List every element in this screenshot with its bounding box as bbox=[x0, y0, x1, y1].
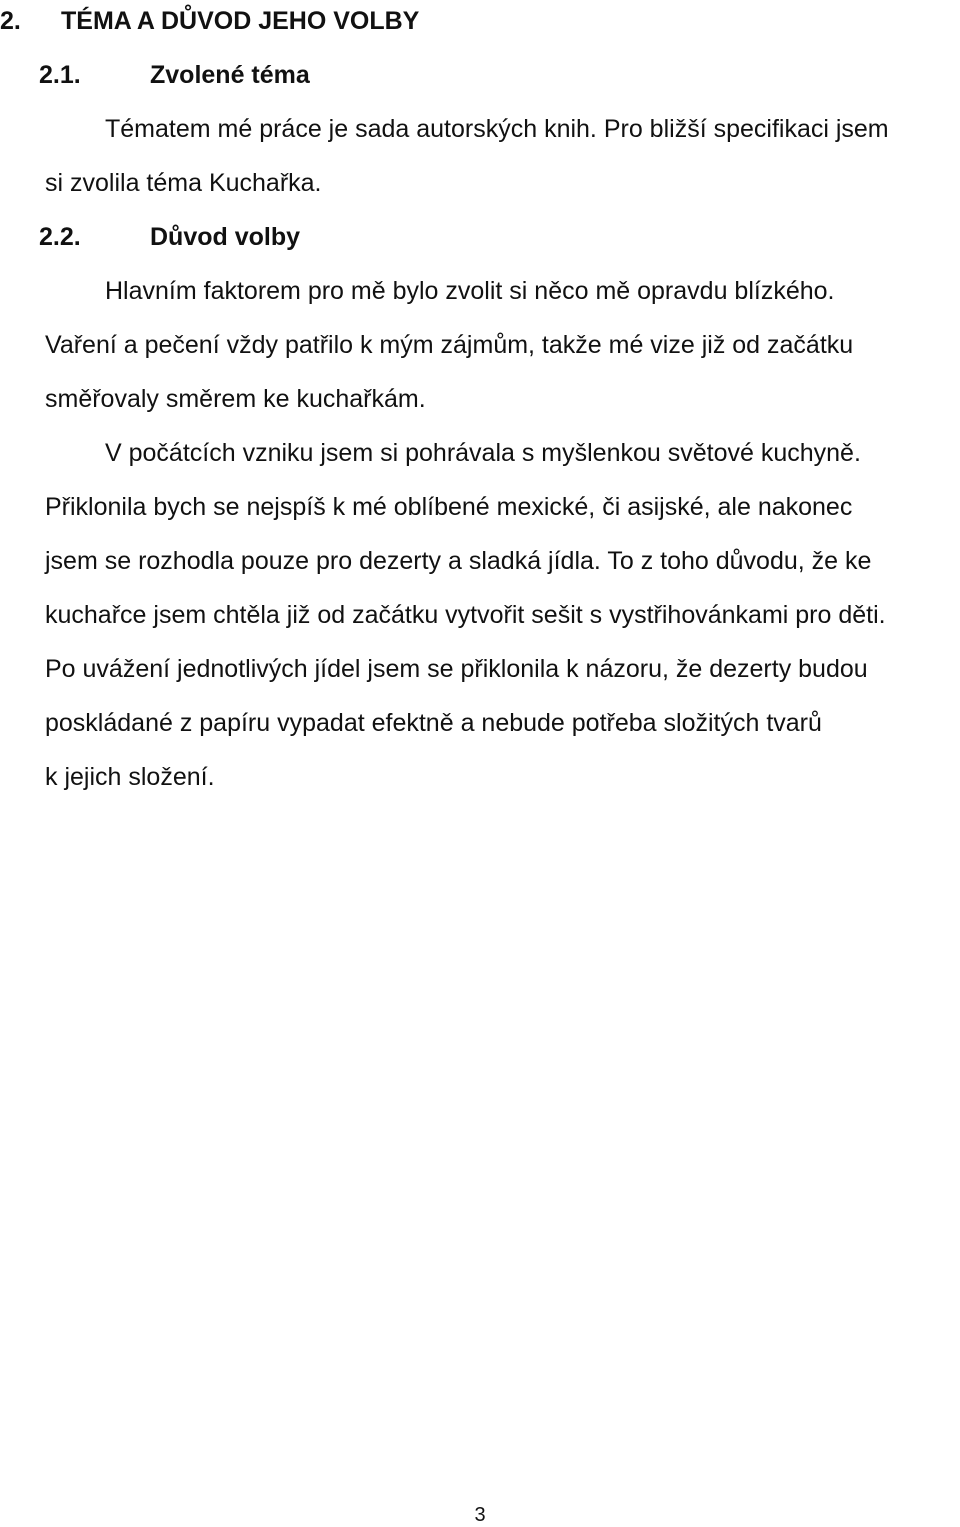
paragraph-line: kuchařce jsem chtěla již od začátku vytvořit sešit s vystřihovánkami pro děti. bbox=[45, 601, 886, 629]
chapter-number: 2. bbox=[0, 7, 21, 35]
section-number: 2.1. bbox=[39, 61, 81, 89]
paragraph-line: si zvolila téma Kuchařka. bbox=[45, 169, 322, 197]
paragraph-line: Přiklonila bych se nejspíš k mé oblíbené mexické, či asijské, ale nakonec bbox=[45, 493, 853, 521]
paragraph-line: Po uvážení jednotlivých jídel jsem se přiklonila k názoru, že dezerty budou bbox=[45, 655, 868, 683]
section-number: 2.2. bbox=[39, 223, 81, 251]
paragraph-line: Hlavním faktorem pro mě bylo zvolit si něco mě opravdu blízkého. bbox=[105, 277, 835, 305]
section-title: Zvolené téma bbox=[150, 61, 310, 89]
chapter-title: TÉMA A DŮVOD JEHO VOLBY bbox=[61, 7, 420, 35]
page-number: 3 bbox=[474, 1504, 486, 1526]
section-title: Důvod volby bbox=[150, 223, 301, 251]
paragraph-line: Vaření a pečení vždy patřilo k mým zájmům, takže mé vize již od začátku bbox=[45, 331, 854, 359]
paragraph-line: poskládané z papíru vypadat efektně a nebude potřeba složitých tvarů bbox=[45, 709, 822, 737]
paragraph-line: jsem se rozhodla pouze pro dezerty a sladká jídla. To z toho důvodu, že ke bbox=[45, 547, 872, 575]
paragraph-line: směřovaly směrem ke kuchařkám. bbox=[45, 385, 426, 413]
paragraph-line: Tématem mé práce je sada autorských knih. Pro bližší specifikaci jsem bbox=[105, 115, 889, 143]
paragraph-line: V počátcích vzniku jsem si pohrávala s myšlenkou světové kuchyně. bbox=[105, 439, 861, 467]
paragraph-line: k jejich složení. bbox=[45, 763, 215, 791]
